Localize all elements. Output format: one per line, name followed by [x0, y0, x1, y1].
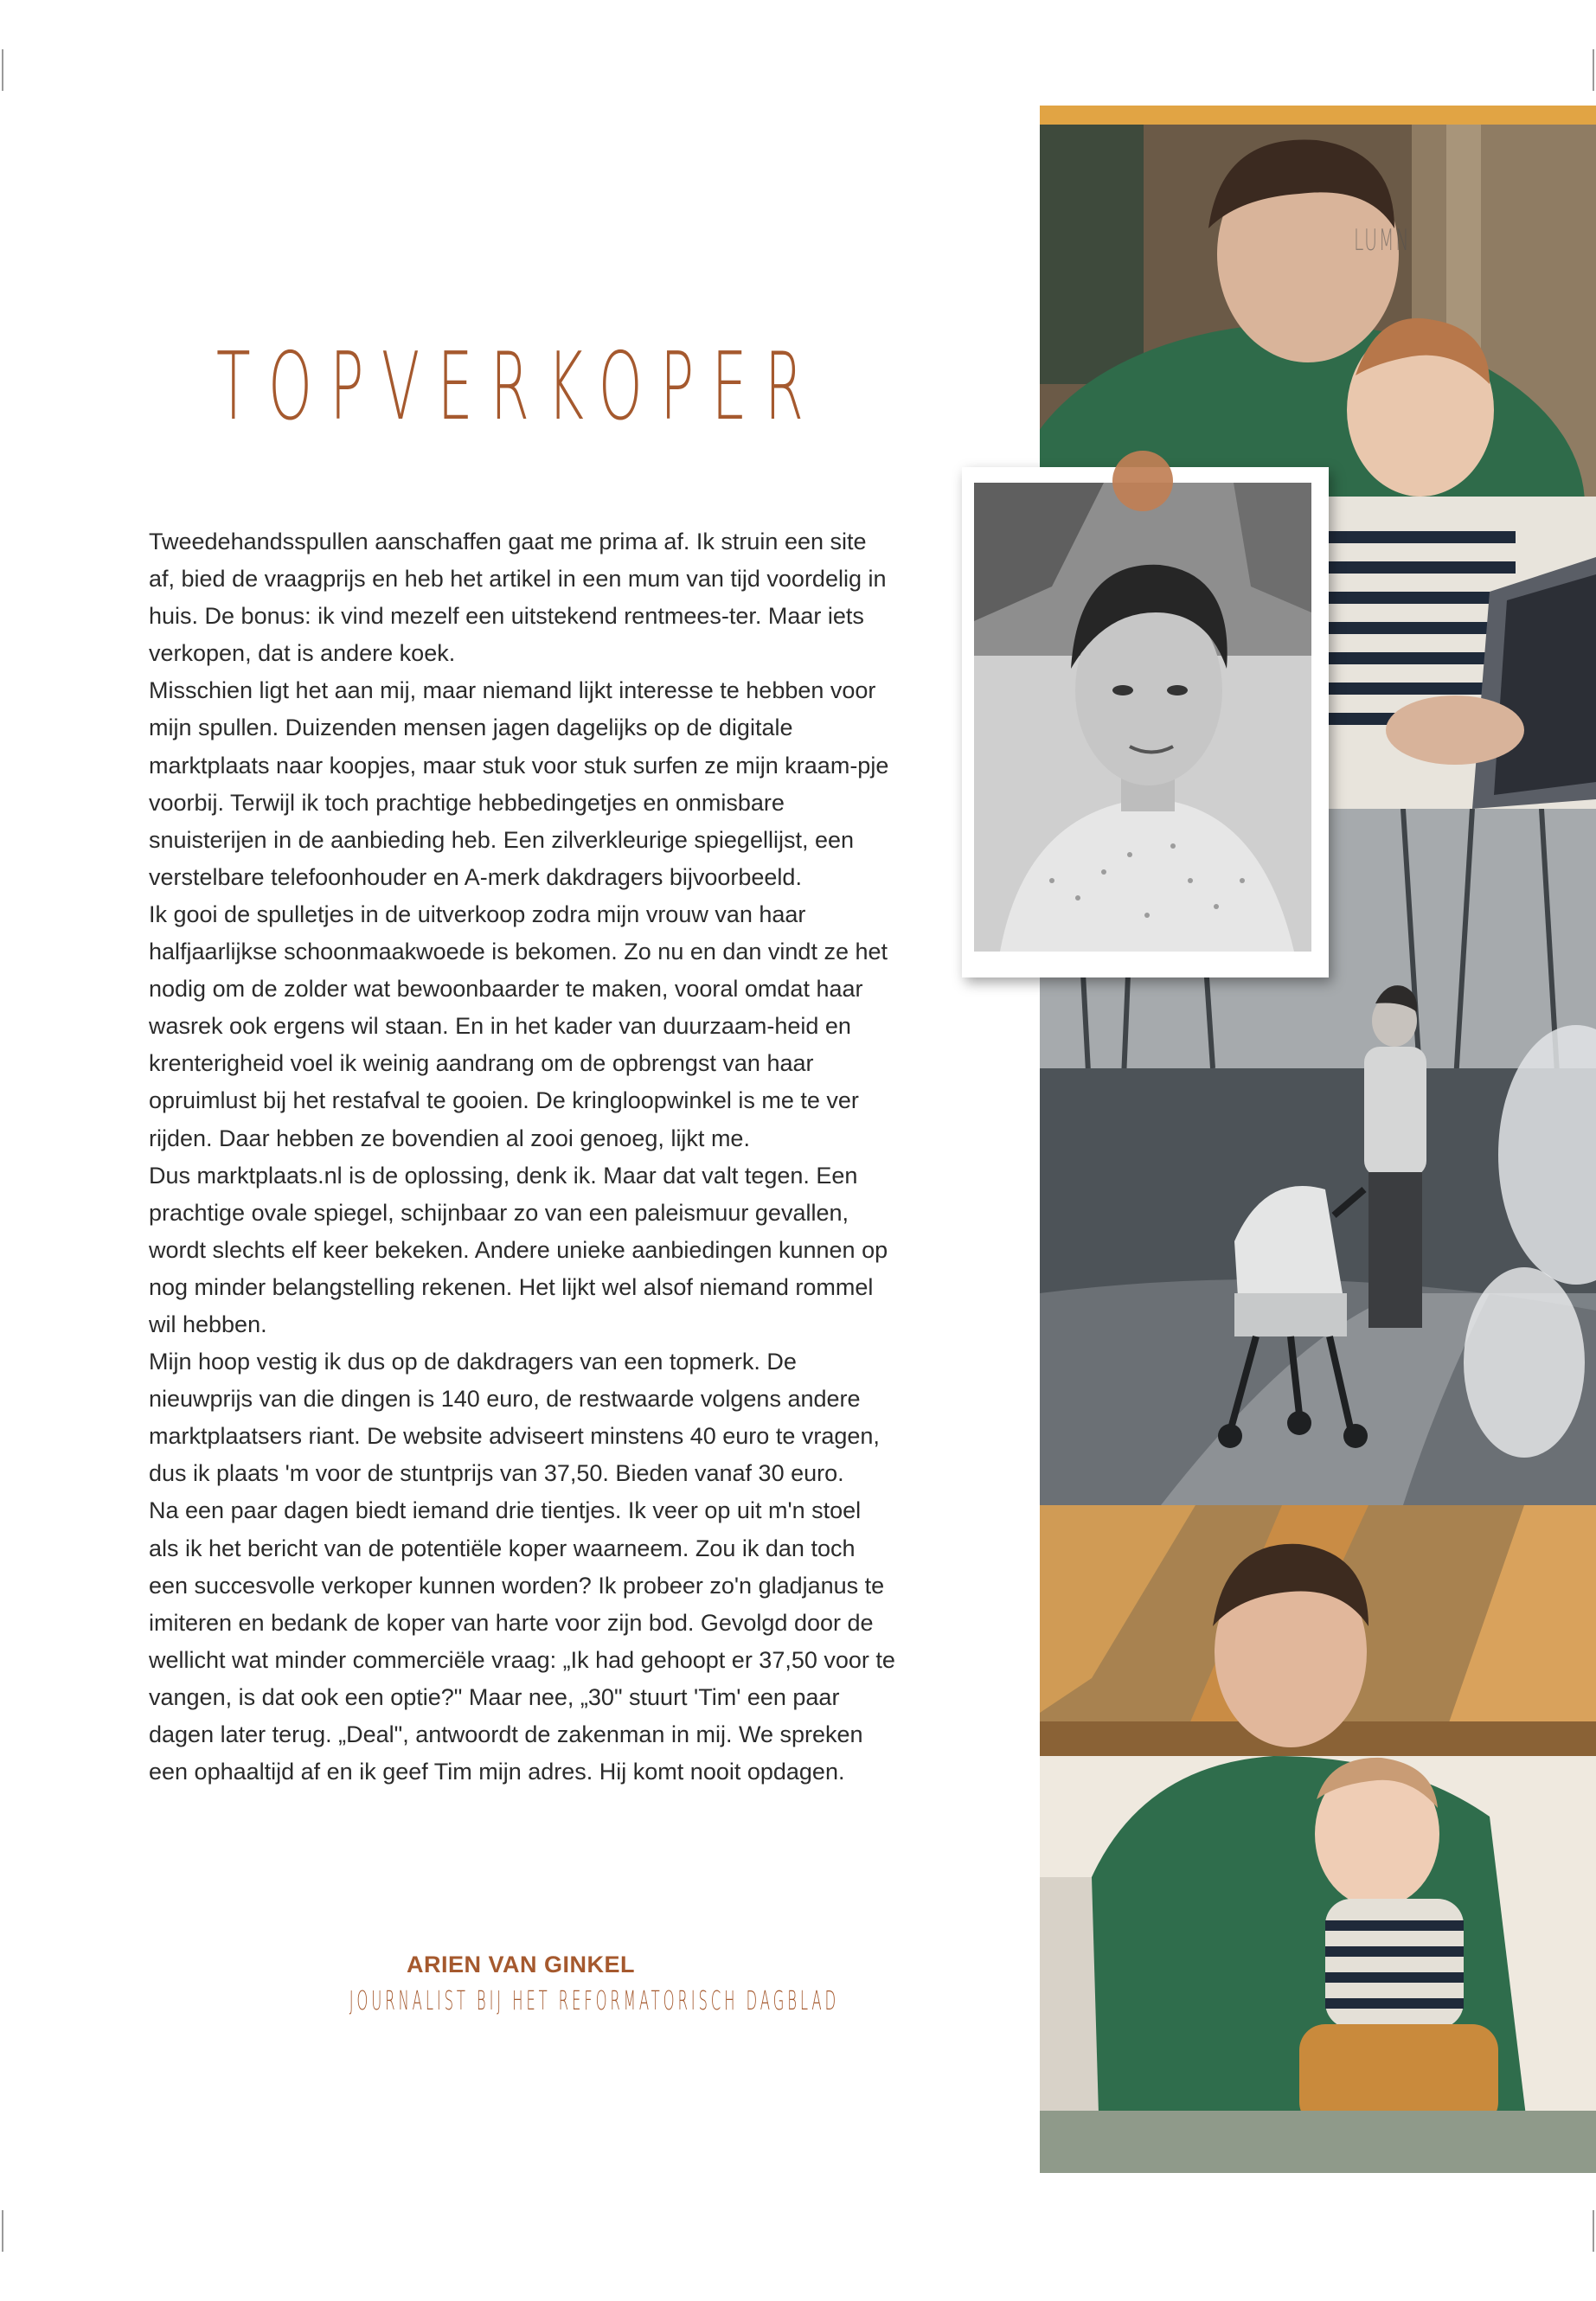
paragraph-1: Tweedehandsspullen aanschaffen gaat me prima af. Ik struin een site af, bied de vraagprijs en heb het artikel in een mum van tijd voordelig in huis. De bonus: ik vind mezelf een uitstekend rentmees-ter. Maar iets verkopen, dat is andere koek. [149, 529, 887, 667]
accent-dot [1112, 451, 1173, 511]
paragraph-2: Misschien ligt het aan mij, maar niemand lijkt interesse te hebben voor mijn spullen. Duizenden mensen jagen dagelijks op de digitale marktplaats naar koopjes, maar stuk voor stuk surfen ze mijn kraam-pje voorbij. Terwijl ik toch prachtige hebbedingetjes en onmisbare snuisterijen in de aanbieding heb. Een zilverkleurige spiegellijst, een verstelbare telefoonhouder en A-merk dakdragers bijvoorbeeld. [149, 677, 889, 890]
paragraph-6: Na een paar dagen biedt iemand drie tientjes. Ik veer op uit m'n stoel als ik het bericht van de potentiële koper waarneem. Zou ik dan toch een succesvolle verkoper kunnen worden? Ik probeer zo'n gladjanus te imiteren en bedank de koper van harte voor zijn bod. Gevolgd door de wellicht wat minder commerciële vraag: „Ik had gehoopt er 37,50 voor te vangen, is dat ook een optie?" Maar nee, „30" stuurt 'Tim' een paar dagen later terug. „Deal", antwoordt de zakenman in mij. We spreken een ophaaltijd af en ik geef Tim mijn adres. Hij komt nooit opdagen. [149, 1497, 895, 1785]
crop-mark-bottom-right [1593, 2210, 1594, 2252]
article-title: TOPVERKOPER [216, 333, 822, 441]
photo-father-child-seated [1040, 1505, 1596, 2173]
author-role-text: JOURNALIST BIJ HET REFORMATORISCH DAGBLAD [349, 1986, 840, 2016]
crop-mark-top-right [1593, 49, 1594, 91]
accent-bar [1040, 106, 1596, 125]
paragraph-4: Dus marktplaats.nl is de oplossing, denk ik. Maar dat valt tegen. Een prachtige ovale spiegel, schijnbaar zo van een paleismuur gevallen, wordt slechts elf keer bekeken. Andere unieke aanbiedingen kunnen op nog minder belangstelling rekenen. Het lijkt wel alsof niemand rommel wil hebben. [149, 1162, 888, 1337]
crop-mark-top-left [2, 49, 3, 91]
column-label: LUMN [1354, 223, 1411, 258]
author-name: ARIEN VAN GINKEL [406, 1952, 635, 1977]
portrait-image [974, 483, 1311, 952]
crop-mark-bottom-left [2, 2210, 3, 2252]
paragraph-5: Mijn hoop vestig ik dus op de dakdragers van een topmerk. De nieuwprijs van die dingen is 140 euro, de restwaarde volgens andere marktplaatsers riant. De website adviseert minstens 40 euro te vragen, dus ik plaats 'm voor de stuntprijs van 37,50. Bieden vanaf 30 euro. [149, 1349, 880, 1487]
author-role [149, 1986, 893, 2016]
paragraph-3: Ik gooi de spulletjes in de uitverkoop zodra mijn vrouw van haar halfjaarlijkse schoonmaakwoede is bekomen. Zo nu en dan vindt ze het nodig om de zolder wat bewoonbaarder te maken, vooral omdat haar wasrek ook ergens wil staan. En in het kader van duurzaam-heid en krenterigheid voel ik weinig aandrang om de opbrengst van haar opruimlust bij het restafval te gooien. De kringloopwinkel is me te ver rijden. Daar hebben ze bovendien al zooi genoeg, lijkt me. [149, 901, 888, 1151]
photo-author-portrait [962, 467, 1329, 977]
article-body [149, 523, 897, 1791]
